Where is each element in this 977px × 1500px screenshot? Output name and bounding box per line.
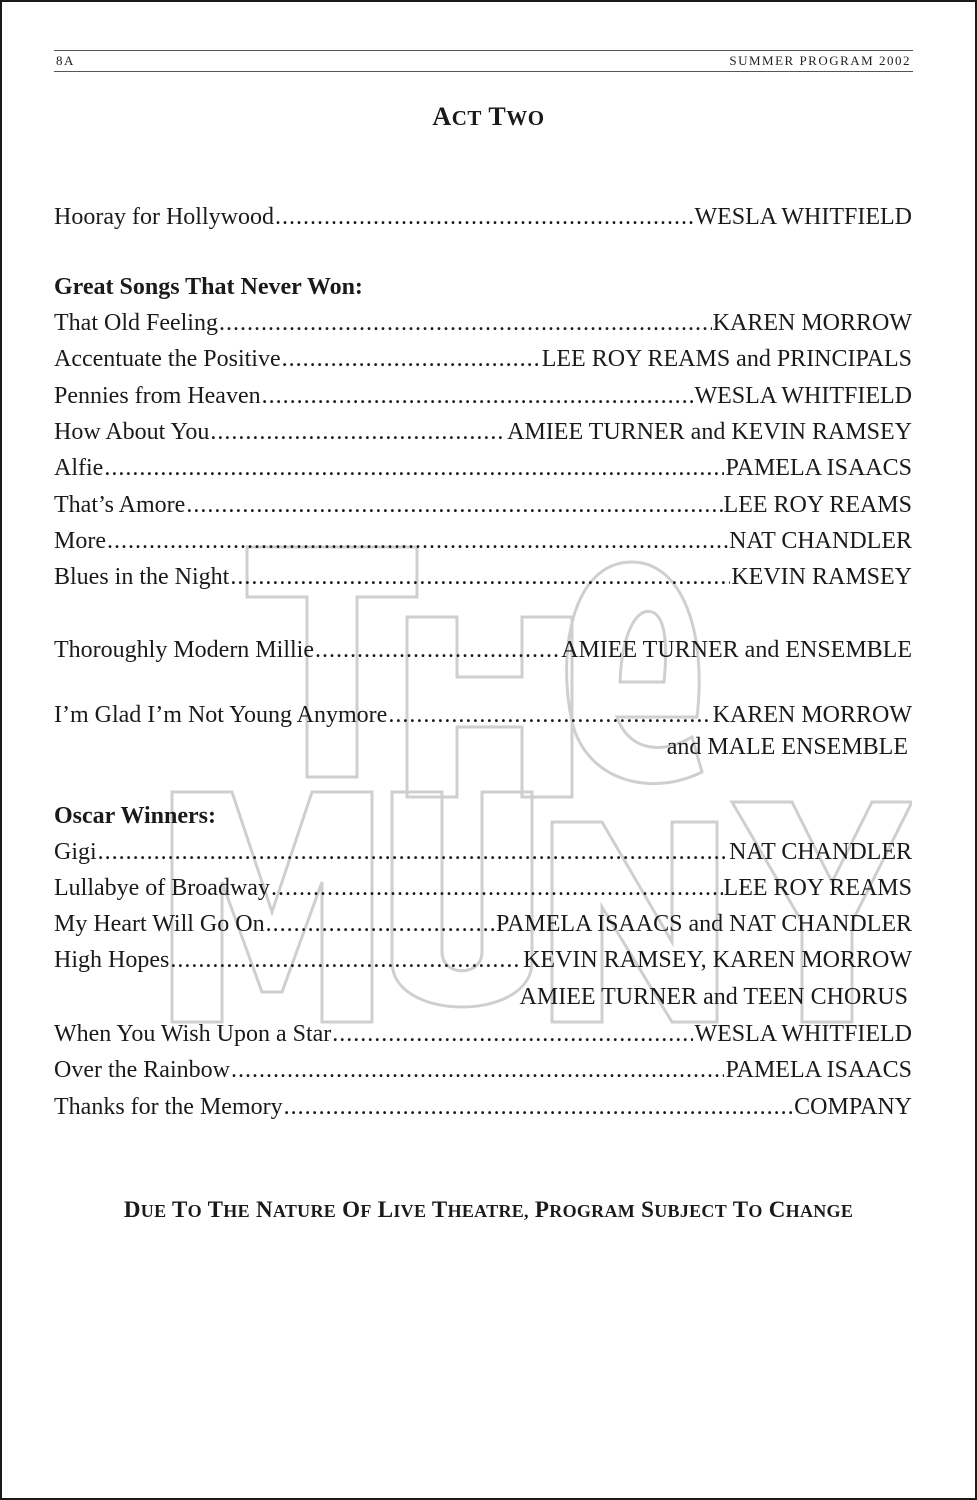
dot-leader [266,908,495,940]
dot-leader [186,489,722,521]
song-title: How About You [54,419,210,445]
dot-leader [275,201,694,233]
performer: AMIEE TURNER and ENSEMBLE [561,637,912,663]
performer: KAREN MORROW [712,310,912,336]
song-row [54,201,912,233]
section-heading: Great Songs That Never Won: [54,274,363,300]
dot-leader [230,561,730,593]
song-title: I’m Glad I’m Not Young Anymore [54,702,388,728]
performer: LEE ROY REAMS [723,492,912,518]
performer: NAT CHANDLER [729,839,912,865]
performer: LEE ROY REAMS and PRINCIPALS [541,346,912,372]
notice-text: DUE TO THE NATURE OF LIVE THEATRE, PROGRAM SUBJECT TO CHANGE [123,1197,854,1222]
performer-continuation: and MALE ENSEMBLE [666,734,908,760]
dot-leader [262,380,694,412]
song-title: That Old Feeling [54,310,218,336]
dot-leader [315,634,560,666]
performer: WESLA WHITFIELD [694,204,912,230]
song-row [54,380,912,412]
performer: LEE ROY REAMS [723,875,912,901]
song-row [54,872,912,904]
program-title: SUMMER PROGRAM 2002 [729,53,911,68]
page-header [54,50,913,72]
dot-leader [210,416,506,448]
song-title: Accentuate the Positive [54,346,281,372]
dot-leader [388,699,711,731]
section-heading: Oscar Winners: [54,803,217,829]
song-title: Over the Rainbow [54,1057,230,1083]
performer: KAREN MORROW [712,702,912,728]
song-title: When You Wish Upon a Star [54,1021,332,1047]
dot-leader [284,1091,794,1123]
song-title: That’s Amore [54,492,186,518]
page-number: 8A [56,53,75,68]
song-row [54,1018,912,1050]
song-row [54,1054,912,1086]
song-row [54,525,912,557]
song-row [54,944,912,976]
song-row [54,634,912,666]
song-title: High Hopes [54,947,170,973]
performer: KEVIN RAMSEY, KAREN MORROW [523,947,912,973]
song-row [54,489,912,521]
song-row [54,699,912,731]
song-title: Gigi [54,839,97,865]
performer: WESLA WHITFIELD [694,383,912,409]
song-row [54,452,912,484]
dot-leader [107,525,728,557]
song-row [54,908,912,940]
performer: AMIEE TURNER and KEVIN RAMSEY [507,419,912,445]
dot-leader [231,1054,725,1086]
performer: WESLA WHITFIELD [694,1021,912,1047]
dot-leader [271,872,723,904]
song-title: Thoroughly Modern Millie [54,637,314,663]
song-title: Alfie [54,455,104,481]
song-row [54,1091,912,1123]
song-row [54,561,912,593]
performer: PAMELA ISAACS and NAT CHANDLER [495,911,912,937]
dot-leader [282,343,541,375]
song-title: Lullabye of Broadway [54,875,270,901]
performer: PAMELA ISAACS [725,1057,912,1083]
song-title: Pennies from Heaven [54,383,261,409]
dot-leader [219,307,712,339]
song-title: Thanks for the Memory [54,1094,283,1120]
song-title: More [54,528,106,554]
song-row [54,416,912,448]
dot-leader [104,452,724,484]
dot-leader [98,836,728,868]
dot-leader [332,1018,693,1050]
performer: KEVIN RAMSEY [731,564,912,590]
song-title: My Heart Will Go On [54,911,265,937]
song-row [54,307,912,339]
performer: PAMELA ISAACS [725,455,912,481]
performer-continuation: AMIEE TURNER and TEEN CHORUS [519,984,908,1010]
song-row [54,836,912,868]
song-row [54,343,912,375]
song-title: Blues in the Night [54,564,230,590]
song-title: Hooray for Hollywood [54,204,274,230]
performer: COMPANY [794,1094,912,1120]
performer: NAT CHANDLER [729,528,912,554]
act-title: ACT TWO [432,102,545,131]
program-notice [2,1197,975,1223]
dot-leader [170,944,522,976]
